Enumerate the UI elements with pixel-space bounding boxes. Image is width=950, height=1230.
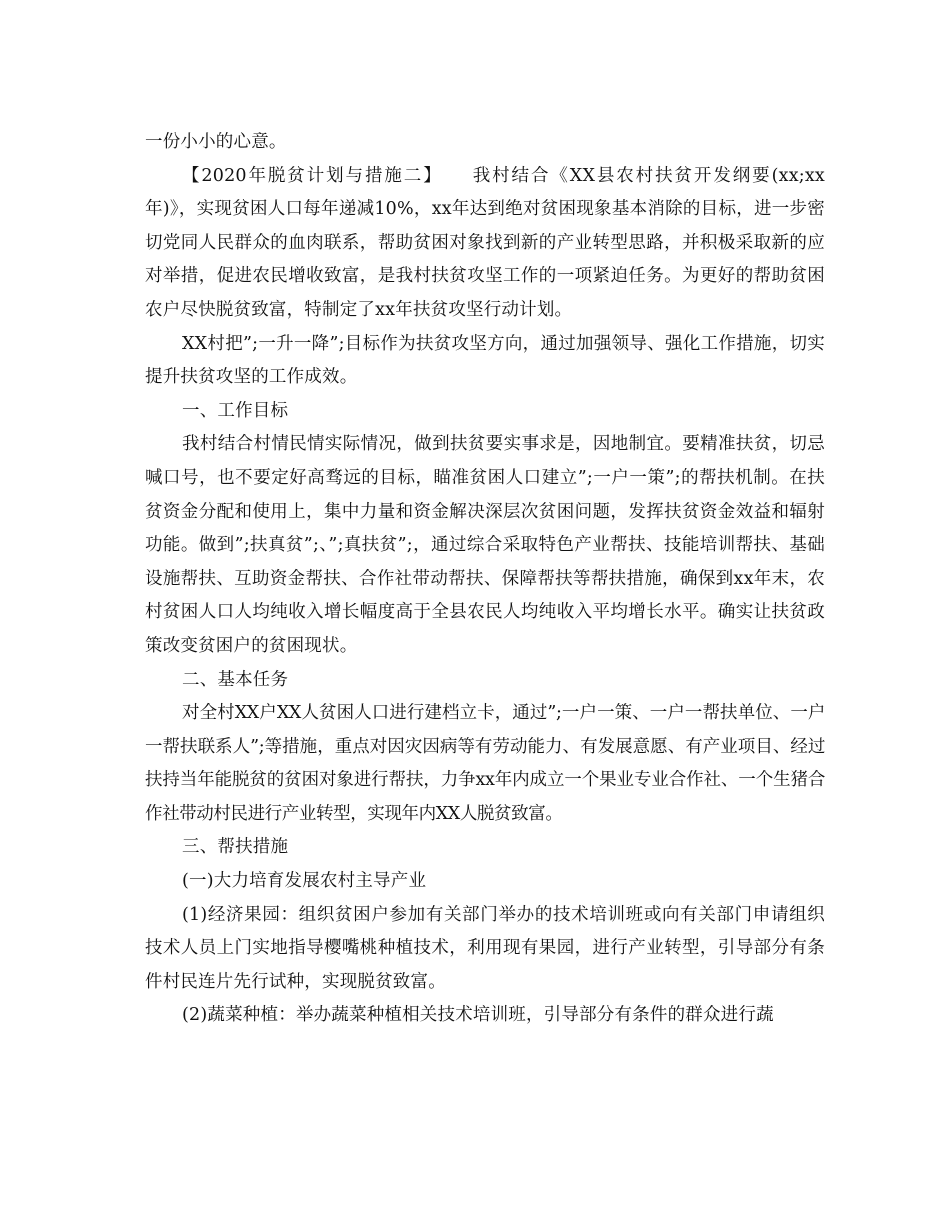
paragraph-basic-tasks: 对全村XX户XX人贫困人口进行建档立卡，通过”;一户一策、一户一帮扶单位、一户一帮扶联系人”;等措施，重点对因灾因病等有劳动能力、有发展意愿、有产业项目、经过扶持当年能脱贫的贫困对象进行帮扶，力争xx年内成立一个果业专业合作社、一个生猪合作社带动村民进行产业转型，实现年内XX人脱贫致富。 <box>145 703 825 824</box>
section-heading-work-goals: 一、工作目标 <box>182 400 289 421</box>
paragraph-vegetables: (2)蔬菜种植：举办蔬菜种植相关技术培训班，引导部分有条件的群众进行蔬 <box>182 1005 774 1026</box>
document-body <box>145 126 825 1033</box>
paragraph-goal-direction: XX村把”;一升一降”;目标作为扶贫攻坚方向，通过加强领导、强化工作措施，切实提升扶贫攻坚的工作成效。 <box>145 333 825 388</box>
paragraph-intro: 【2020年脱贫计划与措施二】 我村结合《XX县农村扶贫开发纲要(xx;xx年)》，实现贫困人口每年递减10%，xx年达到绝对贫困现象基本消除的目标，进一步密切党同人民群众的血肉联系，帮助贫困对象找到新的产业转型思路，并积极采取新的应对举措，促进农民增收致富，是我村扶贫攻坚工作的一项紧迫任务。为更好的帮助贫困农户尽快脱贫致富，特制定了xx年扶贫攻坚行动计划。 <box>145 165 825 320</box>
subheading-leading-industry: (一)大力培育发展农村主导产业 <box>182 871 427 892</box>
paragraph-orchard: (1)经济果园：组织贫困户参加有关部门举办的技术培训班或向有关部门申请组织技术人员上门实地指导樱嘴桃种植技术，利用现有果园，进行产业转型，引导部分有条件村民连片先行试种，实现脱贫致富。 <box>145 904 825 992</box>
paragraph-continuation: 一份小小的心意。 <box>145 132 287 152</box>
paragraph-work-goals: 我村结合村情民情实际情况，做到扶贫要实事求是，因地制宜。要精准扶贫，切忌喊口号，也不要定好高骛远的目标，瞄准贫困人口建立”;一户一策”;的帮扶机制。在扶贫资金分配和使用上，集中力量和资金解决深层次贫困问题，发挥扶贫资金效益和辐射功能。做到”;扶真贫”;、”;真扶贫”;，通过综合采取特色产业帮扶、技能培训帮扶、基础设施帮扶、互助资金帮扶、合作社带动帮扶、保障帮扶等帮扶措施，确保到xx年末，农村贫困人口人均纯收入增长幅度高于全县农民人均纯收入平均增长水平。确实让扶贫政策改变贫困户的贫困现状。 <box>145 434 825 656</box>
section-heading-measures: 三、帮扶措施 <box>182 837 289 858</box>
section-heading-basic-tasks: 二、基本任务 <box>182 669 289 690</box>
